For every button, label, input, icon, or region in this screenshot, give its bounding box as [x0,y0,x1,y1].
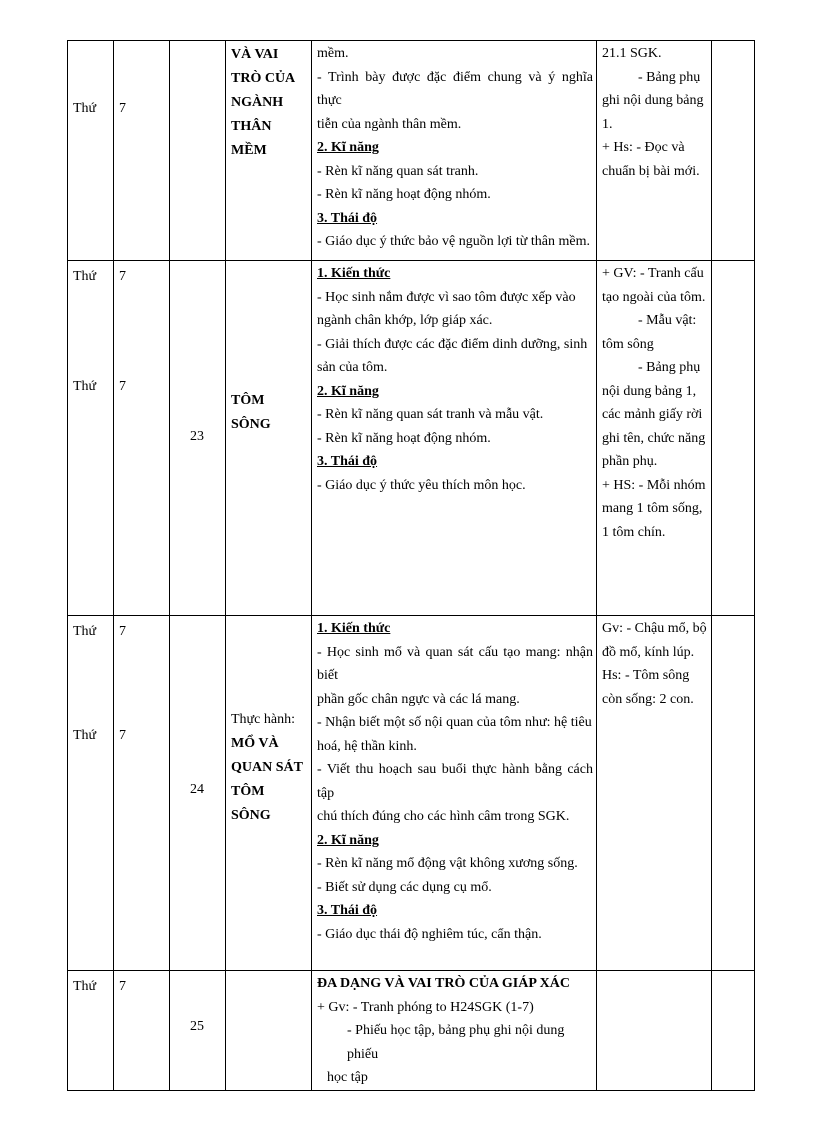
prep-line: tôm sông [602,336,654,352]
week-number: 7 [119,979,126,994]
period-number: 24 [190,782,204,797]
lesson-title-line: MỔ VÀ [231,736,279,751]
content-line: - Học sinh mổ và quan sát cấu tạo mang: nhận biết [317,644,593,683]
prep-line: chuẩn bị bài mới. [602,163,700,179]
preparation-cell [597,616,712,971]
prep-line: 1 tôm chín. [602,524,666,540]
lesson-plan-table [67,40,755,1091]
preparation-cell [597,971,712,1091]
prep-line: + Hs: - Đọc và [602,140,685,155]
content-line: - Biết sử dụng các dụng cụ mổ. [317,879,492,895]
content-line: - Rèn kĩ năng hoạt động nhóm. [317,187,491,202]
content-line: + Gv: - Tranh phóng to H24SGK (1-7) [317,999,534,1015]
content-line: - Học sinh nắm được vì sao tôm được xếp vào [317,289,576,305]
lesson-title-line: THÂN [231,119,272,134]
lesson-title-line: TÔM [231,784,265,799]
lesson-title-cell [226,261,312,616]
content-line: phần gốc chân ngực và các lá mang. [317,691,520,707]
day-label: Thứ [73,101,97,116]
content-line: - Rèn kĩ năng mổ động vật không xương sống. [317,856,578,871]
content-line: - Giáo dục ý thức yêu thích môn học. [317,477,526,493]
content-line: tiễn của ngành thân mềm. [317,116,462,132]
prep-line: + HS: - Mỗi nhóm [602,477,706,493]
day-label: Thứ [73,728,97,743]
prep-line: ghi nội dung bảng [602,93,704,108]
period-cell [170,616,226,971]
prep-line: + GV: - Tranh cấu [602,266,704,281]
prep-line: - Bảng phụ [638,360,701,375]
prep-line: - Mẫu vật: [638,313,697,328]
objectives-cell [312,41,597,261]
section-heading: 3. Thái độ [317,903,378,918]
objectives-cell [312,261,597,616]
content-line: - Phiếu học tập, bảng phụ ghi nội dung phiếu [347,1023,565,1062]
table-row [68,971,755,1091]
week-cell [114,41,170,261]
content-line: - Nhận biết một số nội quan của tôm như: hệ tiêu [317,715,592,730]
content-line: - Trình bày được đặc điểm chung và ý nghĩa thực [317,69,593,108]
day-label: Thứ [73,624,97,639]
prep-line: còn sống: 2 con. [602,691,694,707]
lesson-title-line: QUAN SÁT [231,760,303,775]
lesson-title-line: VÀ VAI [231,47,279,62]
notes-cell [712,41,755,261]
content-line: hoá, hệ thần kinh. [317,738,417,754]
prep-line: 1. [602,116,613,132]
day-cell [68,41,114,261]
lesson-title-cell [226,41,312,261]
period-number: 23 [190,429,204,444]
lesson-type-label: Thực hành: [231,712,295,727]
day-cell [68,971,114,1091]
section-heading: 3. Thái độ [317,210,378,226]
lesson-title-line: MỀM [231,143,267,158]
content-line: - Rèn kĩ năng hoạt động nhóm. [317,430,491,446]
preparation-cell [597,261,712,616]
section-heading: 1. Kiến thức [317,266,391,281]
objectives-cell [312,971,597,1091]
notes-cell [712,971,755,1091]
lesson-title-line: NGÀNH [231,95,284,110]
prep-line: mang 1 tôm sống, [602,501,703,516]
lesson-title-line: SÔNG [231,808,271,823]
prep-line: đồ mổ, kính lúp. [602,644,695,660]
week-number: 7 [119,101,126,116]
day-cell [68,616,114,971]
prep-line: tạo ngoài của tôm. [602,289,706,305]
week-number: 7 [119,728,126,743]
lesson-title-line: TÔM [231,393,265,408]
prep-line: nội dung bảng 1, [602,383,697,399]
content-line: - Rèn kĩ năng quan sát tranh. [317,163,479,179]
content-line: - Rèn kĩ năng quan sát tranh và mẫu vật. [317,407,544,422]
section-heading: 3. Thái độ [317,454,378,469]
content-line: chú thích đúng cho các hình câm trong SGK. [317,809,570,824]
table-row [68,261,755,616]
day-label: Thứ [73,979,97,994]
day-label: Thứ [73,269,97,284]
section-heading: 2. Kĩ năng [317,383,379,399]
content-line: ngành chân khớp, lớp giáp xác. [317,313,493,328]
week-cell [114,971,170,1091]
content-line: - Giáo dục thái độ nghiêm túc, cẩn thận. [317,926,542,942]
content-line: - Viết thu hoạch sau buổi thực hành bằng cách tập [317,762,593,801]
prep-line: ghi tên, chức năng [602,430,706,446]
table-row [68,616,755,971]
period-cell [170,971,226,1091]
prep-line: các mảnh giấy rời [602,407,703,422]
lesson-heading: ĐA DẠNG VÀ VAI TRÒ CỦA GIÁP XÁC [317,976,570,991]
period-cell [170,41,226,261]
preparation-cell [597,41,712,261]
prep-line: Hs: - Tôm sông [602,668,690,683]
prep-line: phần phụ. [602,454,658,469]
week-number: 7 [119,269,126,284]
table-row [68,41,755,261]
day-cell [68,261,114,616]
content-line: - Giáo dục ý thức bảo vệ nguồn lợi từ thân mềm. [317,234,590,249]
prep-line: Gv: - Chậu mổ, bộ [602,621,707,636]
content-line: mềm. [317,46,349,61]
lesson-title-line: TRÒ CỦA [231,71,296,86]
notes-cell [712,261,755,616]
objectives-cell [312,616,597,971]
period-cell [170,261,226,616]
prep-line: 21.1 SGK. [602,46,662,61]
lesson-title-cell [226,616,312,971]
prep-line: - Bảng phụ [638,69,701,85]
section-heading: 1. Kiến thức [317,621,391,636]
section-heading: 2. Kĩ năng [317,140,379,155]
content-line: - Giải thích được các đặc điểm dinh dưỡng, sinh [317,336,588,352]
period-number: 25 [190,1019,204,1034]
week-number: 7 [119,624,126,639]
week-number: 7 [119,379,126,394]
content-line: sản của tôm. [317,360,388,375]
lesson-title-cell [226,971,312,1091]
lesson-title-line: SÔNG [231,417,271,432]
day-label: Thứ [73,379,97,394]
week-cell [114,261,170,616]
week-cell [114,616,170,971]
content-line: học tập [327,1070,368,1085]
section-heading: 2. Kĩ năng [317,832,379,848]
notes-cell [712,616,755,971]
